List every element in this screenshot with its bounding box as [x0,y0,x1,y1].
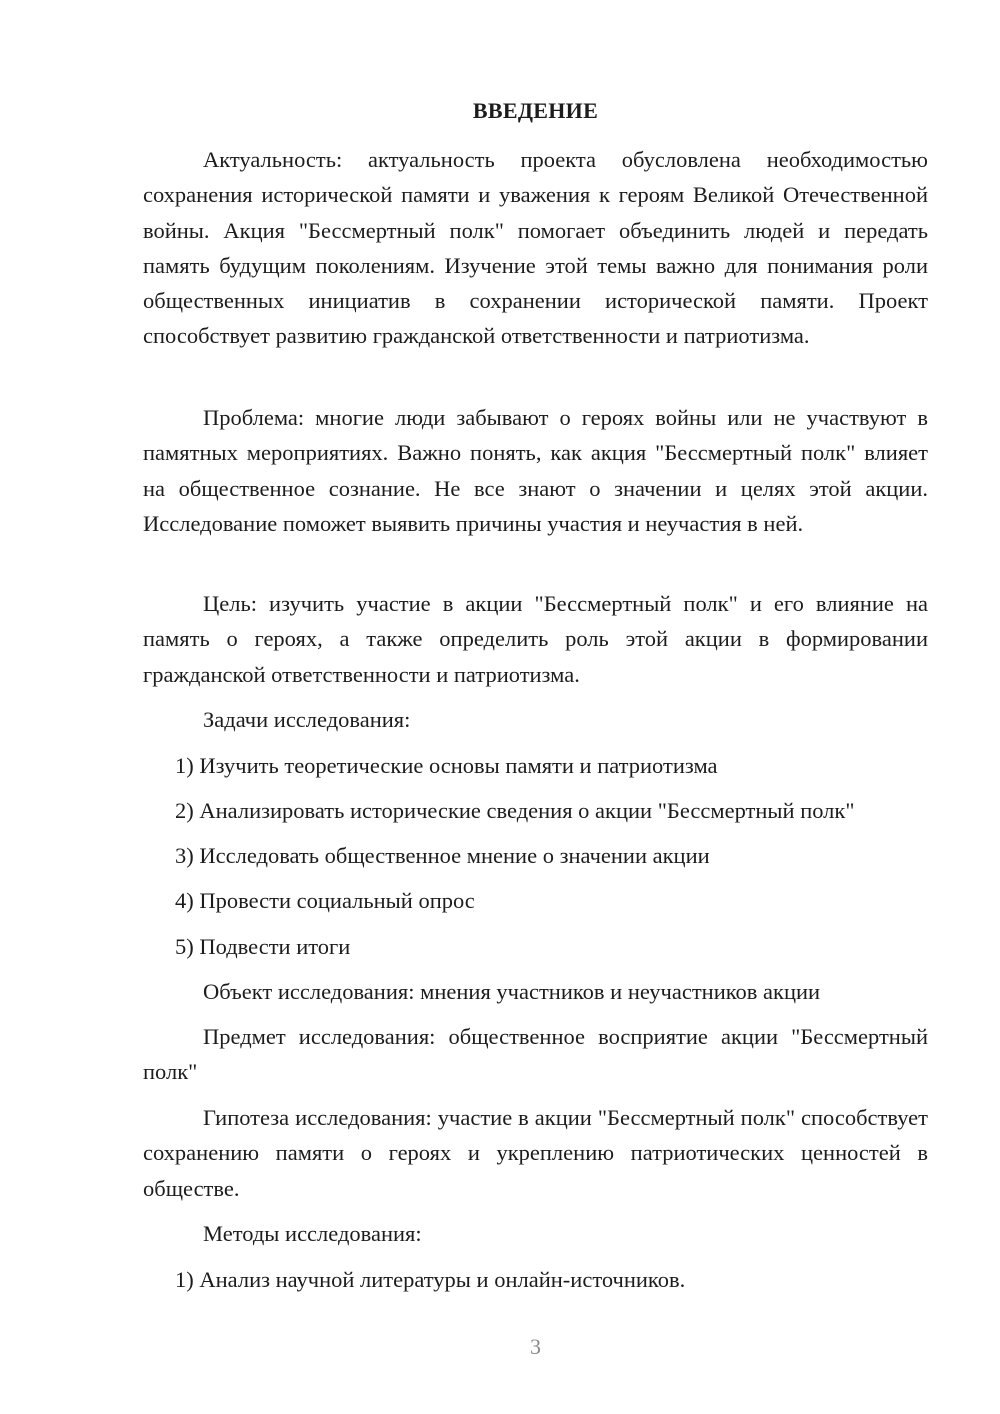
task-item-2: 2) Анализировать исторические сведения о акции "Бессмертный полк" [175,798,855,823]
task-item-5: 5) Подвести итоги [175,934,351,959]
section-heading: ВВЕДЕНИЕ [472,98,599,123]
paragraph-object: Объект исследования: мнения участников и неучастников акции [203,979,821,1004]
methods-title: Методы исследования: [203,1221,422,1246]
paragraph-subject: Предмет исследования: общественное восприятие акции "Бессмертный полк" [143,1024,928,1085]
tasks-title: Задачи исследования: [203,707,411,732]
paragraph-hypothesis: Гипотеза исследования: участие в акции "Бессмертный полк" способствует сохранению памяти о героях и укреплению патриотических ценностей в обществе. [143,1105,928,1201]
paragraph-relevance: Актуальность: актуальность проекта обусловлена необходимостью сохранения исторической памяти и уважения к героям Великой Отечественной войны. Акция "Бессмертный полк" помогает объединить людей и передать память будущим поколениям. Изучение этой темы важно для понимания роли общественных инициатив в сохранении исторической памяти. Проект способствует развитию гражданской ответственности и патриотизма. [143,147,928,349]
paragraph-goal: Цель: изучить участие в акции "Бессмертный полк" и его влияние на память о героях, а также определить роль этой акции в формировании гражданской ответственности и патриотизма. [143,591,928,687]
page-number: 3 [530,1334,541,1359]
method-item-1: 1) Анализ научной литературы и онлайн-источников. [175,1267,686,1292]
task-item-1: 1) Изучить теоретические основы памяти и патриотизма [175,753,718,778]
paragraph-problem: Проблема: многие люди забывают о героях войны или не участвуют в памятных мероприятиях. Важно понять, как акция "Бессмертный полк" влияет на общественное сознание. Не все знают о значении и целях этой акции. Исследование поможет выявить причины участия и неучастия в ней. [143,405,928,536]
task-item-4: 4) Провести социальный опрос [175,888,475,913]
task-item-3: 3) Исследовать общественное мнение о значении акции [175,843,710,868]
document-page [143,0,928,1414]
